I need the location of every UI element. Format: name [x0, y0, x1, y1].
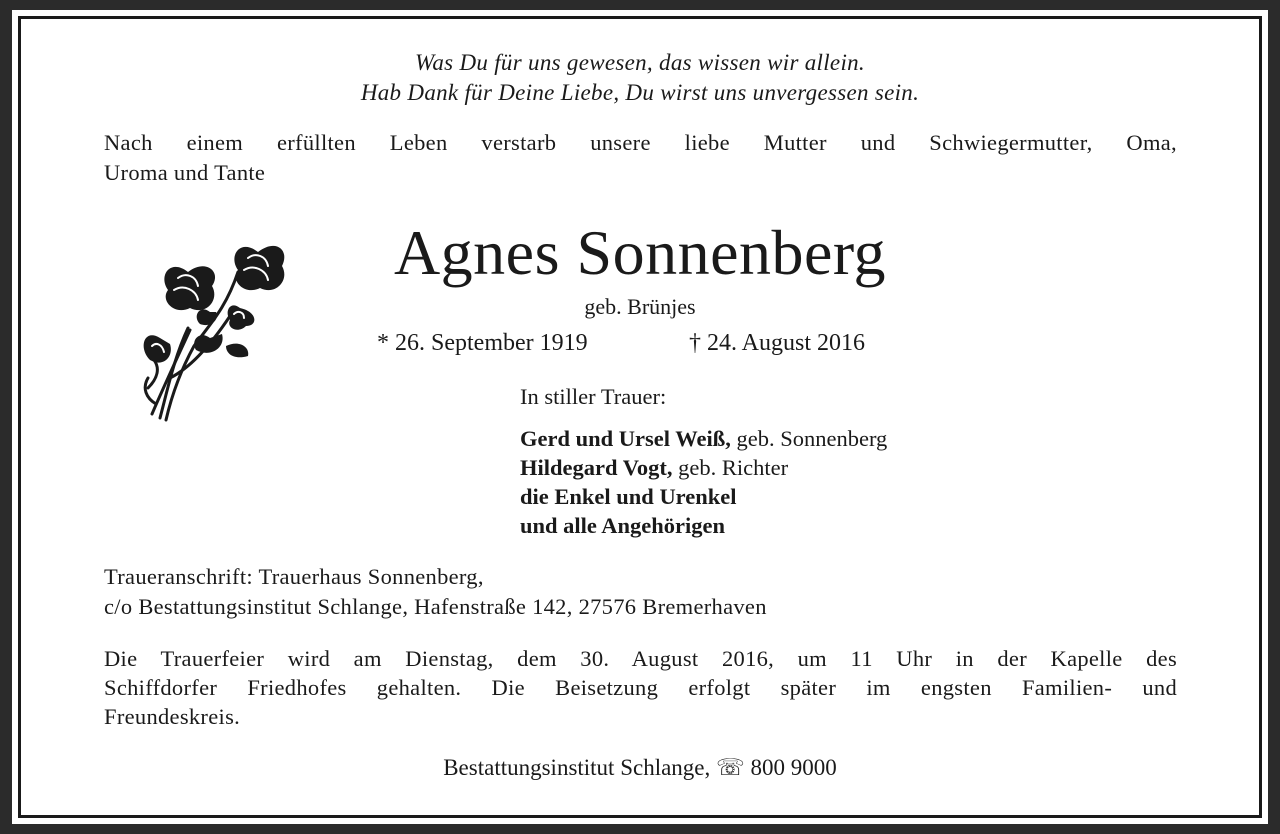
- intro-line-1: Nach einem erfüllten Leben verstarb unsere liebe Mutter und Schwiegermutter, Oma,: [104, 130, 1177, 155]
- ceremony-line-3: Freundeskreis.: [104, 704, 241, 729]
- birth-date: * 26. September 1919: [377, 330, 588, 356]
- mourner-entry: [520, 424, 887, 454]
- telephone-icon: ☏: [716, 755, 751, 780]
- quote-line-2: Hab Dank für Deine Liebe, Du wirst uns unvergessen sein.: [360, 80, 920, 105]
- funeral-home-name: Bestattungsinstitut Schlange,: [443, 755, 717, 780]
- mourner-note: geb. Sonnenberg: [730, 426, 888, 451]
- address-line-2: c/o Bestattungsinstitut Schlange, Hafenstraße 142, 27576 Bremerhaven: [104, 594, 767, 619]
- quote-line-1: Was Du für uns gewesen, das wissen wir allein.: [415, 50, 865, 75]
- roses-icon: [130, 228, 290, 423]
- obituary-notice: [12, 10, 1268, 824]
- ceremony-line-2: Schiffdorfer Friedhofes gehalten. Die Beisetzung erfolgt später im engsten Familien- und: [104, 675, 1177, 700]
- mourner-name: Hildegard Vogt,: [520, 455, 673, 480]
- deceased-name: Agnes Sonnenberg: [393, 217, 887, 288]
- address-line-1: Traueranschrift: Trauerhaus Sonnenberg,: [104, 564, 484, 589]
- death-date: † 24. August 2016: [689, 330, 866, 356]
- mourner-name: Gerd und Ursel Weiß,: [520, 426, 731, 451]
- mourner-entry: [520, 482, 737, 512]
- maiden-name: geb. Brünjes: [584, 294, 696, 319]
- mourner-name: und alle Angehörigen: [520, 513, 726, 538]
- mourner-note: geb. Richter: [672, 455, 789, 480]
- mourner-entry: [520, 511, 725, 541]
- mourners-heading: In stiller Trauer:: [520, 384, 667, 409]
- mourner-name: die Enkel und Urenkel: [520, 484, 737, 509]
- mourner-entry: [520, 453, 788, 483]
- intro-line-2: Uroma und Tante: [104, 160, 266, 185]
- phone-number: 800 9000: [750, 755, 837, 780]
- ceremony-line-1: Die Trauerfeier wird am Dienstag, dem 30. August 2016, um 11 Uhr in der Kapelle des: [104, 646, 1177, 671]
- funeral-home-contact: [12, 755, 1268, 781]
